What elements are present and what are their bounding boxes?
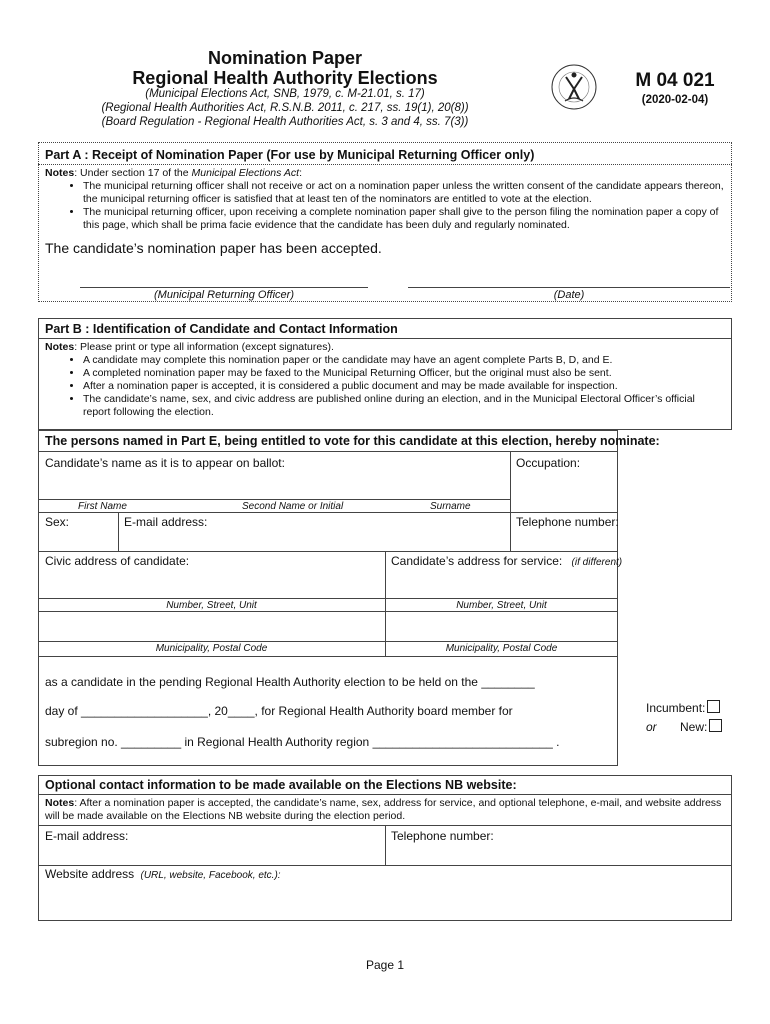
telephone-field[interactable] — [514, 530, 614, 548]
divider — [38, 164, 732, 165]
date-line[interactable] — [408, 287, 730, 288]
notes-text: : After a nomination paper is accepted, the candidate’s name, sex, address for service, and optional telephone, e-mail, and website address will be made available on the Elections NB website during the election period. — [45, 797, 722, 822]
incumbent-option — [646, 700, 720, 715]
divider — [38, 656, 618, 657]
civic-municipality-field[interactable] — [45, 614, 380, 638]
email-field[interactable] — [124, 530, 504, 548]
signature-label: (Municipal Returning Officer) — [154, 289, 294, 301]
part-a-title: Part A : Receipt of Nomination Paper (For use by Municipal Returning Officer only) — [45, 148, 535, 162]
ballot-name-field[interactable] — [45, 470, 505, 496]
notes-label: Notes — [45, 167, 75, 179]
civic-street-field[interactable] — [45, 570, 380, 596]
optional-notes — [45, 797, 725, 823]
service-address-label: Candidate’s address for service: (if different) — [391, 554, 623, 568]
page-number: Page 1 — [365, 958, 405, 972]
civic-street-label: Number, Street, Unit — [166, 600, 257, 611]
divider — [38, 512, 618, 513]
sex-label: Sex: — [45, 515, 70, 529]
divider — [38, 611, 618, 612]
nominate-heading: The persons named in Part E, being entitled to vote for this candidate at this election, hereby nominate: — [45, 434, 660, 448]
website-field[interactable] — [45, 884, 725, 916]
accepted-statement: The candidate’s nomination paper has been accepted. — [45, 240, 382, 256]
second-name-label: Second Name or Initial — [242, 501, 344, 512]
website-label: Website address (URL, website, Facebook, etc.): — [45, 867, 281, 881]
candidacy-line-1[interactable]: as a candidate in the pending Regional Health Authority election to be held on the ________ — [45, 675, 535, 689]
new-label: New: — [680, 720, 708, 734]
service-municipality-label: Municipality, Postal Code — [445, 643, 558, 654]
telephone-label: Telephone number: — [516, 515, 619, 529]
citation-1: (Municipal Elections Act, SNB, 1979, c. M-21.01, s. 17) — [145, 88, 425, 100]
service-municipality-field[interactable] — [390, 614, 615, 638]
name-underline — [38, 499, 510, 500]
notes-intro: : Please print or type all information (except signatures). — [74, 341, 334, 353]
act-name: Municipal Elections Act — [191, 167, 300, 179]
date-label: (Date) — [553, 289, 585, 301]
part-b-title: Part B : Identification of Candidate and Contact Information — [45, 322, 398, 336]
note-bullet: • The municipal returning officer, upon receiving a complete nomination paper shall give to the person filing the nomination paper a copy of this page, which shall be prima facie evidence that the candidate has been duly and regularly nominated. — [83, 206, 725, 232]
incumbent-label: Incumbent: — [646, 701, 706, 715]
optional-telephone-field[interactable] — [390, 844, 728, 862]
occupation-field[interactable] — [514, 470, 614, 510]
divider — [38, 794, 732, 795]
form-title: Nomination Paper — [207, 48, 363, 68]
note-bullet: • The municipal returning officer shall not receive or act on a nomination paper unless the written consent of the candidate appears thereon, the municipal returning officer is satisfied that at least ten of the nominators are entitled to vote at the election. — [83, 180, 725, 206]
divider — [38, 338, 732, 339]
surname-label: Surname — [430, 501, 471, 512]
form-date: (2020-02-04) — [641, 94, 709, 106]
notes-intro: : Under section 17 of the — [74, 167, 192, 179]
new-option — [646, 719, 722, 734]
note-bullet: • After a nomination paper is accepted, it is considered a public document and may be made available for inspection. — [83, 380, 725, 393]
if-different-label: (if different) — [571, 557, 623, 568]
civic-municipality-label: Municipality, Postal Code — [155, 643, 268, 654]
optional-email-field[interactable] — [45, 844, 380, 862]
form-subtitle: Regional Health Authority Elections — [132, 68, 438, 88]
form-number: M 04 021 — [635, 70, 715, 91]
occupation-label: Occupation: — [516, 456, 581, 470]
optional-email-label: E-mail address: — [45, 829, 129, 843]
civic-address-label: Civic address of candidate: — [45, 554, 190, 568]
divider — [510, 451, 511, 551]
signature-line[interactable] — [80, 287, 368, 288]
incumbent-checkbox[interactable] — [707, 700, 720, 713]
divider — [38, 551, 618, 552]
part-b-notes — [45, 341, 725, 419]
part-a-notes: Notes: Under section 17 of the Municipal Elections Act: • The municipal returning officer shall not receive or act on a nomination paper unless the written consent of the candidate appears thereon, the municipal returning officer is satisfied that at least ten of the nominators are entitled to vote at the election. • The municipal returning officer, upon receiving a complete nomination paper shall give to the person filing the nomination paper a copy of this page, which shall be prima facie evidence that the candidate has been duly and regularly nominated. — [45, 167, 725, 232]
divider — [38, 451, 618, 452]
divider — [38, 598, 618, 599]
divider — [38, 641, 618, 642]
note-bullet: • A candidate may complete this nomination paper or the candidate may have an agent complete Parts B, D, and E. — [83, 354, 725, 367]
new-checkbox[interactable] — [709, 719, 722, 732]
candidacy-line-2[interactable]: day of ___________________, 20____, for Regional Health Authority board member for — [45, 704, 513, 718]
optional-title: Optional contact information to be made available on the Elections NB website: — [45, 778, 517, 792]
email-label: E-mail address: — [124, 515, 208, 529]
service-street-field[interactable] — [390, 570, 615, 596]
sex-field[interactable] — [78, 515, 114, 547]
divider — [118, 512, 119, 551]
notes-label: Notes — [45, 341, 75, 353]
note-bullet: • The candidate’s name, sex, and civic address are published online during an election, and in the Municipal Electoral Officer’s official report following the election. — [83, 393, 725, 419]
divider — [385, 825, 386, 865]
or-label: or — [646, 720, 657, 734]
optional-telephone-label: Telephone number: — [391, 829, 494, 843]
service-street-label: Number, Street, Unit — [456, 600, 547, 611]
notes-label: Notes — [45, 797, 75, 809]
divider — [38, 865, 732, 866]
citation-2: (Regional Health Authorities Act, R.S.N.B. 2011, c. 217, ss. 19(1), 20(8)) — [101, 102, 469, 114]
website-hint: (URL, website, Facebook, etc.): — [140, 870, 281, 881]
elections-nb-seal-icon — [550, 63, 598, 111]
citation-3: (Board Regulation - Regional Health Authorities Act, s. 3 and 4, ss. 7(3)) — [101, 116, 469, 128]
ballot-name-label: Candidate’s name as it is to appear on ballot: — [45, 456, 285, 470]
candidacy-line-3[interactable]: subregion no. _________ in Regional Health Authority region ___________________________ . — [45, 735, 560, 749]
note-bullet: • A completed nomination paper may be faxed to the Municipal Returning Officer, but the original must also be sent. — [83, 367, 725, 380]
first-name-label: First Name — [78, 501, 127, 512]
